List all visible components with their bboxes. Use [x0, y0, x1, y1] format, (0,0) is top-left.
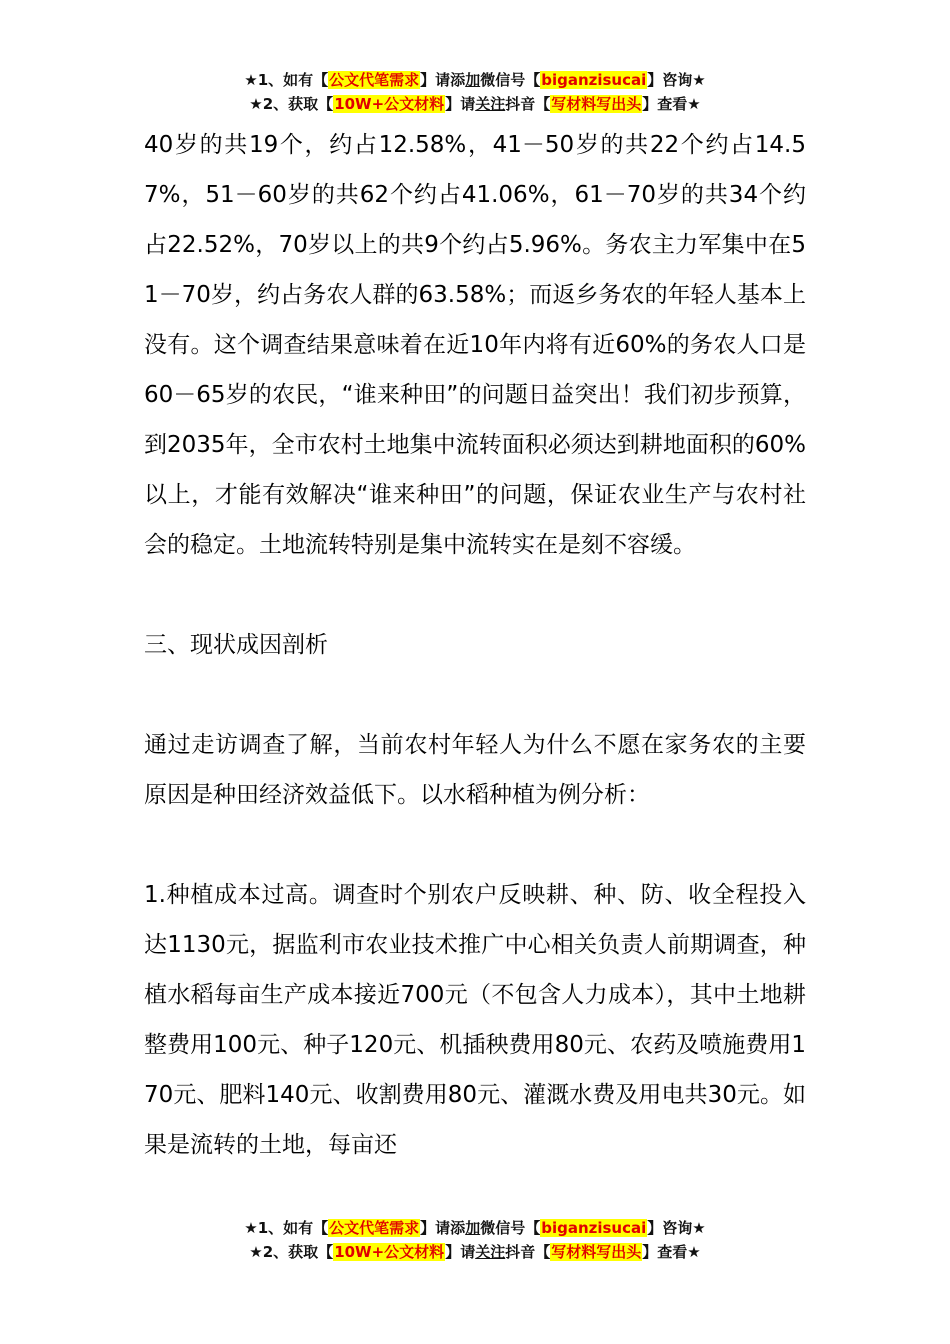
paragraph-spacer: [144, 670, 806, 720]
banner-text: 抖音【: [505, 1243, 551, 1261]
banner-text: ★2、获取【: [249, 95, 334, 113]
document-body: [144, 120, 806, 1170]
banner-text: 】查看★: [642, 95, 701, 113]
banner-text: 微信号【: [480, 1219, 541, 1237]
banner-text: 抖音【: [505, 95, 551, 113]
banner-text: 】请: [445, 1243, 476, 1261]
banner-text: 加: [465, 71, 481, 89]
header-banner: [0, 68, 950, 116]
banner-highlight: 写材料写出头: [551, 1243, 642, 1261]
banner-text: 关注: [475, 1243, 506, 1261]
banner-line-2: [0, 1240, 950, 1264]
banner-highlight: 公文代笔需求: [329, 71, 420, 89]
banner-text: 】请添: [420, 1219, 466, 1237]
banner-text: 微信号【: [480, 71, 541, 89]
paragraph-planting-cost: 1.种植成本过高。调查时个别农户反映耕、种、防、收全程投入达1130元，据监利市农业技术推广中心相关负责人前期调查，种植水稻每亩生产成本接近700元（不包含人力成本），其中土地耕整费用100元、种子120元、机插秧费用80元、农药及喷施费用170元、肥料140元、收割费用80元、灌溉水费及用电共30元。如果是流转的土地，每亩还: [144, 882, 806, 1158]
banner-highlight: 10W+公文材料: [334, 95, 445, 113]
banner-line-1: [0, 68, 950, 92]
paragraph-age-statistics: 40岁的共19个，约占12.58%，41－50岁的共22个约占14.57%，51－60岁的共62个约占41.06%，61－70岁的共34个约占22.52%，70岁以上的共9个约占5.96%。务农主力军集中在51－70岁，约占务农人群的63.58%；而返乡务农的年轻人基本上没有。这个调查结果意味着在近10年内将有近60%的务农人口是60－65岁的农民，“谁来种田”的问题日益突出！我们初步预算，到2035年，全市农村土地集中流转面积必须达到耕地面积的60%以上，才能有效解决“谁来种田”的问题，保证农业生产与农村社会的稳定。土地流转特别是集中流转实在是刻不容缓。: [144, 132, 806, 558]
paragraph-spacer: [144, 570, 806, 620]
banner-highlight: biganzisucai: [541, 1219, 647, 1237]
banner-text: ★1、如有【: [244, 71, 329, 89]
paragraph-spacer: [144, 820, 806, 870]
footer-banner: [0, 1216, 950, 1264]
banner-highlight: biganzisucai: [541, 71, 647, 89]
banner-text: 】请添: [420, 71, 466, 89]
section-heading: 三、现状成因剖析: [144, 632, 328, 658]
banner-highlight: 10W+公文材料: [334, 1243, 445, 1261]
banner-highlight: 写材料写出头: [551, 95, 642, 113]
banner-highlight: 公文代笔需求: [329, 1219, 420, 1237]
banner-text: 关注: [475, 95, 506, 113]
banner-text: 】查看★: [642, 1243, 701, 1261]
paragraph-causes-intro: 通过走访调查了解，当前农村年轻人为什么不愿在家务农的主要原因是种田经济效益低下。以水稻种植为例分析：: [144, 732, 806, 808]
banner-line-2: [0, 92, 950, 116]
banner-text: 】请: [445, 95, 476, 113]
banner-text: 】咨询★: [647, 1219, 706, 1237]
banner-text: ★1、如有【: [244, 1219, 329, 1237]
banner-text: 加: [465, 1219, 481, 1237]
banner-text: 】咨询★: [647, 71, 706, 89]
banner-line-1: [0, 1216, 950, 1240]
banner-text: ★2、获取【: [249, 1243, 334, 1261]
